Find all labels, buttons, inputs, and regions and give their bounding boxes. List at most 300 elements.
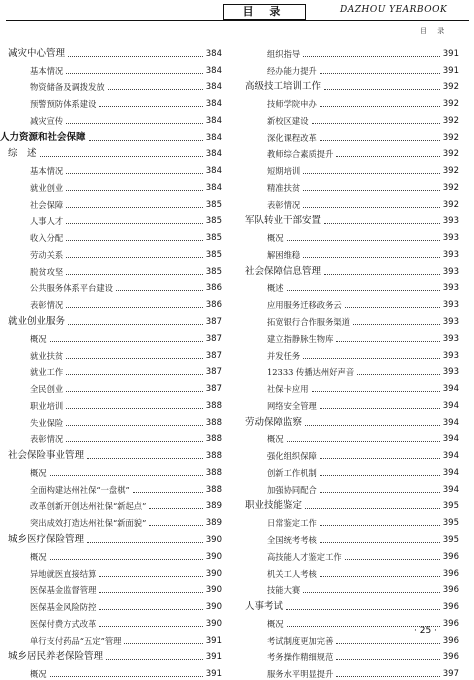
toc-entry-page: 390	[205, 585, 222, 596]
toc-entry[interactable]	[245, 211, 459, 228]
dot-leader	[320, 542, 440, 543]
toc-entry[interactable]	[8, 496, 222, 513]
toc-entry-title: 全面构建达州社保“一盘棋”	[30, 484, 130, 495]
dot-leader	[320, 458, 440, 459]
toc-entry-page: 384	[205, 48, 222, 59]
dot-leader	[353, 324, 440, 325]
toc-entry[interactable]	[8, 479, 222, 496]
toc-entry[interactable]	[8, 378, 222, 395]
dot-leader	[108, 89, 203, 90]
toc-entry-page: 385	[205, 233, 222, 244]
toc-entry-title: 突出成效打造达州社保“新面貌”	[30, 518, 147, 529]
toc-entry-page: 396	[442, 585, 459, 596]
toc-entry-title: 社会保障信息管理	[245, 265, 322, 277]
toc-entry[interactable]	[8, 160, 222, 177]
toc-entry[interactable]	[8, 211, 222, 228]
toc-entry-title: 解困维稳	[267, 249, 301, 260]
dot-leader	[320, 492, 440, 493]
toc-entry-title: 综 述	[8, 148, 37, 160]
toc-entry-title: 服务水平明显提升	[267, 669, 334, 680]
toc-right-column	[245, 43, 459, 680]
header-rule	[6, 20, 469, 21]
dot-leader	[87, 458, 203, 459]
toc-entry[interactable]	[8, 630, 222, 647]
dot-leader	[324, 274, 440, 275]
toc-entry-page: 393	[442, 300, 459, 311]
dot-leader	[305, 425, 440, 426]
toc-entry-title: 人力资源和社会保障	[0, 131, 86, 143]
toc-entry-page: 384	[205, 166, 222, 177]
toc-entry-page: 393	[442, 350, 459, 361]
toc-entry-title: 单行支付药品“五定”管理	[30, 635, 122, 646]
dot-leader	[66, 391, 203, 392]
toc-entry-title: 脱贫攻坚	[30, 266, 64, 277]
toc-entry-page: 392	[442, 166, 459, 177]
toc-entry[interactable]	[245, 546, 459, 563]
dot-leader	[106, 659, 203, 660]
dot-leader	[336, 341, 439, 342]
dot-leader	[303, 173, 440, 174]
dot-leader	[303, 207, 440, 208]
toc-entry-page: 396	[442, 635, 459, 646]
toc-entry[interactable]	[8, 77, 222, 94]
toc-entry-title: 基本情况	[30, 166, 64, 177]
toc-entry-page: 396	[442, 551, 459, 562]
toc-entry-title: 概况	[267, 618, 284, 629]
toc-entry-page: 396	[442, 652, 459, 663]
dot-leader	[336, 676, 439, 677]
toc-entry-title: 医保基金监督管理	[30, 585, 97, 596]
toc-entry-page: 384	[205, 182, 222, 193]
toc-entry[interactable]	[245, 412, 459, 429]
toc-entry-title: 军队转业干部安置	[245, 215, 322, 227]
toc-entry-title: 概述	[267, 283, 284, 294]
toc-entry[interactable]	[245, 596, 459, 613]
toc-entry-title: 应用服务迁移政务云	[267, 300, 342, 311]
toc-entry-page: 392	[442, 132, 459, 143]
toc-entry-title: 精准扶贫	[267, 182, 301, 193]
toc-entry-title: 概况	[30, 669, 47, 680]
toc-entry-title: 教师综合素质提升	[267, 149, 334, 160]
dot-leader	[133, 492, 203, 493]
dot-leader	[345, 559, 440, 560]
dot-leader	[66, 123, 203, 124]
toc-entry-title: 高级技工培训工作	[245, 81, 322, 93]
toc-entry-title: 全民创业	[30, 384, 64, 395]
toc-entry[interactable]	[245, 294, 459, 311]
toc-entry-page: 393	[442, 266, 459, 277]
toc-entry-page: 387	[205, 367, 222, 378]
toc-entry-page: 396	[442, 618, 459, 629]
toc-entry-page: 392	[442, 199, 459, 210]
toc-entry-page: 388	[205, 484, 222, 495]
toc-entry[interactable]	[245, 160, 459, 177]
toc-entry-title: 社会保险事业管理	[8, 450, 85, 462]
toc-entry[interactable]	[8, 580, 222, 597]
toc-entry-page: 394	[442, 451, 459, 462]
toc-entry-page: 396	[442, 602, 459, 613]
toc-entry-title: 改革创新开创达州社保“新起点”	[30, 501, 147, 512]
toc-entry[interactable]	[245, 445, 459, 462]
toc-entry[interactable]	[245, 663, 459, 680]
toc-entry-page: 390	[205, 602, 222, 613]
toc-entry-title: 概况	[267, 233, 284, 244]
toc-entry-title: 医保基金风险防控	[30, 602, 97, 613]
toc-entry-title: 城乡居民养老保险管理	[8, 651, 104, 663]
toc-entry-title: 医保付费方式改革	[30, 618, 97, 629]
dot-leader	[66, 425, 203, 426]
toc-entry[interactable]	[245, 177, 459, 194]
toc-entry-page: 386	[205, 300, 222, 311]
toc-entry-page: 393	[442, 367, 459, 378]
dot-leader	[99, 592, 202, 593]
toc-entry-page: 389	[205, 501, 222, 512]
toc-entry-title: 就业扶贫	[30, 350, 64, 361]
toc-entry[interactable]	[245, 278, 459, 295]
dot-leader	[66, 240, 203, 241]
dot-leader	[303, 358, 440, 359]
toc-entry-title: 人事人才	[30, 216, 64, 227]
toc-entry-page: 384	[205, 82, 222, 93]
toc-entry-page: 390	[205, 551, 222, 562]
dot-leader	[336, 156, 439, 157]
dot-leader	[303, 592, 440, 593]
toc-entry-page: 393	[442, 283, 459, 294]
toc-entry[interactable]	[245, 127, 459, 144]
toc-entry-page: 394	[442, 400, 459, 411]
toc-entry[interactable]	[245, 43, 459, 60]
toc-entry[interactable]	[245, 244, 459, 261]
dot-leader	[116, 290, 203, 291]
toc-entry-title: 新校区建设	[267, 115, 309, 126]
dot-leader	[99, 106, 202, 107]
dot-leader	[149, 525, 202, 526]
dot-leader	[336, 643, 439, 644]
toc-entry-page: 385	[205, 216, 222, 227]
toc-entry-title: 并发任务	[267, 350, 301, 361]
toc-entry-title: 减灾中心管理	[8, 47, 66, 59]
toc-entry-page: 394	[442, 434, 459, 445]
toc-entry-title: 失业保险	[30, 417, 64, 428]
dot-leader	[66, 223, 203, 224]
toc-entry-title: 机关工人考核	[267, 568, 317, 579]
toc-entry-page: 393	[442, 317, 459, 328]
toc-entry-title: 全国统考考核	[267, 534, 317, 545]
toc-entry[interactable]	[245, 311, 459, 328]
toc-entry-page: 392	[442, 115, 459, 126]
toc-entry-title: 12333 传播达州好声音	[267, 367, 355, 378]
toc-entry[interactable]	[8, 278, 222, 295]
dot-leader	[357, 374, 440, 375]
toc-entry[interactable]	[8, 563, 222, 580]
toc-entry-page: 394	[442, 384, 459, 395]
toc-entry-page: 395	[442, 501, 459, 512]
dot-leader	[320, 576, 440, 577]
toc-entry-title: 网络安全管理	[267, 400, 317, 411]
dot-leader	[345, 307, 440, 308]
toc-entry[interactable]	[245, 328, 459, 345]
toc-entry-page: 387	[205, 384, 222, 395]
toc-entry-page: 397	[442, 669, 459, 680]
toc-entry[interactable]	[245, 529, 459, 546]
toc-entry-page: 392	[442, 149, 459, 160]
toc-entry-page: 384	[205, 132, 222, 143]
dot-leader	[50, 559, 203, 560]
dot-leader	[66, 73, 203, 74]
toc-entry[interactable]	[8, 462, 222, 479]
dot-leader	[66, 190, 203, 191]
dot-leader	[336, 659, 439, 660]
toc-entry[interactable]	[245, 93, 459, 110]
toc-entry-page: 395	[442, 518, 459, 529]
toc-entry-page: 390	[205, 534, 222, 545]
toc-entry[interactable]	[8, 227, 222, 244]
dot-leader	[40, 156, 203, 157]
dot-leader	[320, 475, 440, 476]
toc-entry-title: 就业创业	[30, 182, 64, 193]
toc-entry-title: 技师学院申办	[267, 99, 317, 110]
toc-entry-page: 387	[205, 350, 222, 361]
dot-leader	[303, 56, 440, 57]
toc-entry-title: 技能大赛	[267, 585, 301, 596]
toc-entry-title: 职业技能鉴定	[245, 500, 303, 512]
toc-entry-page: 391	[205, 669, 222, 680]
dot-leader	[303, 190, 440, 191]
toc-entry-title: 劳动保障监察	[245, 416, 303, 428]
toc-entry[interactable]	[245, 479, 459, 496]
dot-leader	[66, 408, 203, 409]
toc-entry-page: 393	[442, 216, 459, 227]
dot-leader	[320, 73, 440, 74]
toc-entry[interactable]	[245, 395, 459, 412]
toc-entry-title: 概况	[267, 434, 284, 445]
toc-entry[interactable]	[245, 496, 459, 513]
toc-entry-page: 393	[442, 333, 459, 344]
toc-entry[interactable]	[8, 596, 222, 613]
toc-entry-page: 391	[442, 65, 459, 76]
toc-entry-page: 384	[205, 65, 222, 76]
dot-leader	[66, 207, 203, 208]
toc-entry-page: 385	[205, 199, 222, 210]
toc-entry[interactable]	[8, 294, 222, 311]
toc-entry[interactable]	[8, 244, 222, 261]
toc-entry-title: 物资储备及调拨发放	[30, 82, 105, 93]
toc-entry[interactable]	[8, 311, 222, 328]
toc-entry-page: 393	[442, 233, 459, 244]
toc-entry-title: 表彰情况	[30, 434, 64, 445]
toc-entry[interactable]	[8, 512, 222, 529]
dot-leader	[68, 56, 203, 57]
toc-entry-title: 短期培训	[267, 166, 301, 177]
toc-entry-page: 394	[442, 467, 459, 478]
toc-entry[interactable]	[245, 563, 459, 580]
toc-entry[interactable]	[8, 546, 222, 563]
toc-entry-title: 公共服务体系平台建设	[30, 283, 113, 294]
toc-entry[interactable]	[8, 663, 222, 680]
publication-name: DAZHOU YEARBOOK	[340, 5, 448, 15]
toc-entry-title: 城乡医疗保险管理	[8, 533, 85, 545]
dot-leader	[66, 257, 203, 258]
toc-entry-title: 社会保障	[30, 199, 64, 210]
toc-entry[interactable]	[245, 647, 459, 664]
toc-entry[interactable]	[8, 429, 222, 446]
toc-entry-page: 391	[205, 652, 222, 663]
toc-entry-page: 395	[442, 534, 459, 545]
toc-entry-page: 392	[442, 99, 459, 110]
toc-entry-title: 组织指导	[267, 48, 301, 59]
toc-entry[interactable]	[0, 127, 222, 144]
dot-leader	[303, 257, 440, 258]
toc-entry-page: 391	[205, 635, 222, 646]
dot-leader	[287, 290, 440, 291]
toc-entry-page: 390	[205, 618, 222, 629]
toc-entry-page: 387	[205, 333, 222, 344]
dot-leader	[286, 609, 440, 610]
dot-leader	[324, 89, 440, 90]
toc-entry-title: 预警预防体系建设	[30, 99, 97, 110]
toc-entry[interactable]	[245, 227, 459, 244]
toc-entry-title: 表彰情况	[267, 199, 301, 210]
dot-leader	[66, 358, 203, 359]
dot-leader	[50, 341, 203, 342]
toc-entry[interactable]	[8, 43, 222, 60]
toc-entry[interactable]	[245, 462, 459, 479]
toc-entry[interactable]	[8, 194, 222, 211]
toc-entry-page: 384	[205, 149, 222, 160]
dot-leader	[305, 508, 440, 509]
toc-entry-title: 减灾宣传	[30, 115, 64, 126]
toc-entry[interactable]	[8, 144, 222, 161]
toc-entry[interactable]	[8, 412, 222, 429]
toc-entry-page: 388	[205, 434, 222, 445]
toc-entry-title: 拓宽银行合作服务渠道	[267, 317, 350, 328]
toc-entry-page: 384	[205, 99, 222, 110]
toc-entry-page: 394	[442, 417, 459, 428]
toc-entry[interactable]	[8, 60, 222, 77]
dot-leader	[324, 223, 440, 224]
page-number: · 25 ·	[414, 626, 437, 636]
toc-entry[interactable]	[8, 647, 222, 664]
dot-leader	[66, 307, 203, 308]
toc-entry[interactable]	[8, 328, 222, 345]
toc-entry-page: 388	[205, 400, 222, 411]
dot-leader	[99, 626, 202, 627]
toc-entry-title: 创新工作机制	[267, 467, 317, 478]
toc-entry-page: 388	[205, 467, 222, 478]
toc-entry-page: 392	[442, 82, 459, 93]
dot-leader	[66, 374, 203, 375]
toc-entry[interactable]	[8, 445, 222, 462]
toc-entry-title: 社保卡应用	[267, 384, 309, 395]
dot-leader	[320, 106, 440, 107]
toc-entry-page: 390	[205, 568, 222, 579]
toc-entry[interactable]	[245, 194, 459, 211]
toc-entry-page: 389	[205, 518, 222, 529]
toc-entry[interactable]	[8, 362, 222, 379]
toc-entry[interactable]	[245, 60, 459, 77]
toc-entry-title: 就业工作	[30, 367, 64, 378]
toc-entry[interactable]	[8, 110, 222, 127]
toc-entry-page: 396	[442, 568, 459, 579]
toc-entry-title: 表彰情况	[30, 300, 64, 311]
toc-entry[interactable]	[8, 613, 222, 630]
dot-leader	[320, 140, 440, 141]
toc-entry-page: 394	[442, 484, 459, 495]
toc-entry-title: 基本情况	[30, 65, 64, 76]
toc-entry[interactable]	[245, 362, 459, 379]
toc-entry-page: 391	[442, 48, 459, 59]
toc-entry-title: 异地就医直接结算	[30, 568, 97, 579]
toc-entry[interactable]	[245, 110, 459, 127]
dot-leader	[312, 123, 440, 124]
toc-entry-page: 387	[205, 317, 222, 328]
toc-entry-title: 收入分配	[30, 233, 64, 244]
toc-entry-title: 就业创业服务	[8, 316, 66, 328]
toc-entry-page: 393	[442, 249, 459, 260]
toc-entry-page: 388	[205, 417, 222, 428]
dot-leader	[89, 140, 203, 141]
toc-entry[interactable]	[8, 93, 222, 110]
toc-entry[interactable]	[245, 345, 459, 362]
toc-entry[interactable]	[8, 529, 222, 546]
toc-entry-title: 劳动关系	[30, 249, 64, 260]
dot-leader	[149, 508, 202, 509]
toc-entry-title: 考试制度更加完善	[267, 635, 334, 646]
toc-entry-page: 385	[205, 249, 222, 260]
toc-entry-title: 人事考试	[245, 601, 284, 613]
header-title: 目 录	[223, 4, 306, 20]
dot-leader	[287, 240, 440, 241]
toc-entry[interactable]	[245, 77, 459, 94]
toc-entry[interactable]	[245, 512, 459, 529]
toc-entry-title: 考务操作精细规范	[267, 652, 334, 663]
toc-entry[interactable]	[245, 378, 459, 395]
toc-entry-title: 建立指静脉生物库	[267, 333, 334, 344]
dot-leader	[99, 609, 202, 610]
dot-leader	[68, 324, 203, 325]
toc-entry-title: 职业培训	[30, 400, 64, 411]
toc-entry-title: 日常鉴定工作	[267, 518, 317, 529]
dot-leader	[87, 542, 203, 543]
toc-entry-title: 经办能力提升	[267, 65, 317, 76]
toc-entry-title: 概况	[30, 467, 47, 478]
toc-entry[interactable]	[245, 580, 459, 597]
dot-leader	[99, 576, 202, 577]
page-header	[0, 0, 474, 20]
dot-leader	[66, 173, 203, 174]
dot-leader	[50, 676, 203, 677]
toc-entry-title: 高技能人才鉴定工作	[267, 551, 342, 562]
toc-entry[interactable]	[245, 144, 459, 161]
toc-entry-page: 385	[205, 266, 222, 277]
dot-leader	[320, 408, 440, 409]
dot-leader	[287, 441, 440, 442]
section-tag: 目 录	[420, 27, 449, 35]
toc-entry[interactable]	[245, 429, 459, 446]
dot-leader	[320, 525, 440, 526]
toc-entry-title: 强化组织保障	[267, 451, 317, 462]
toc-entry[interactable]	[8, 345, 222, 362]
toc-entry-page: 386	[205, 283, 222, 294]
toc-entry-title: 加强协同配合	[267, 484, 317, 495]
toc-left-column	[0, 43, 222, 680]
toc-entry[interactable]	[8, 395, 222, 412]
toc-entry-page: 384	[205, 115, 222, 126]
toc-entry[interactable]	[8, 261, 222, 278]
toc-entry[interactable]	[8, 177, 222, 194]
toc-entry[interactable]	[245, 261, 459, 278]
dot-leader	[66, 441, 203, 442]
